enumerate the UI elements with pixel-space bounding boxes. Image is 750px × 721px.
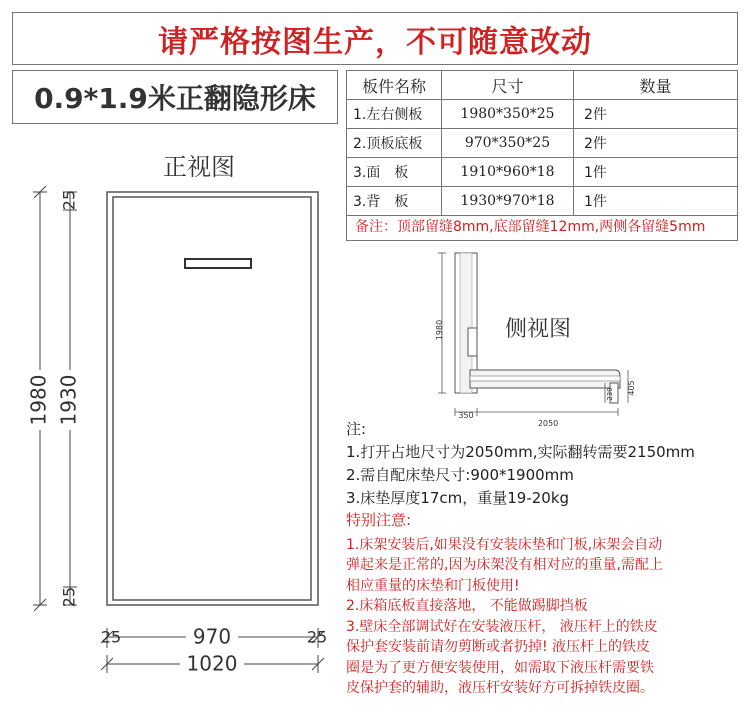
part-size: 1930*970*18 (442, 187, 574, 216)
front-view-drawing (0, 0, 345, 721)
part-name: 3.背 板 (347, 187, 442, 216)
side-dim-leg-b: 239 (606, 387, 614, 401)
side-dim-leg-a: 405 (627, 380, 636, 396)
special-line: 皮保护套的辅助，液压杆安装好方可拆掉铁皮圈。 (346, 680, 654, 696)
cabinet-outer-frame (107, 192, 318, 605)
part-size: 1980*350*25 (442, 100, 574, 129)
special-line: 圈是为了更方便安装使用，如需取下液压杆需要铁 (346, 659, 654, 676)
side-dim-depth: 350 (458, 411, 474, 420)
table-header-row (347, 71, 738, 100)
side-view-title: 侧视图 (505, 317, 572, 342)
table-row (347, 129, 738, 158)
table-row (347, 158, 738, 187)
table-note: 备注：顶部留缝8mm,底部留缝12mm,两侧各留缝5mm (346, 211, 738, 241)
table-row (347, 100, 738, 129)
special-line: 保护套安装前请勿剪断或者扔掉! 液压杆上的铁皮 (346, 639, 651, 655)
header-qty: 数量 (574, 71, 738, 100)
special-line: 3.壁床全部调试好在安装液压杆， 液压杆上的铁皮 (346, 618, 658, 635)
special-notes (346, 510, 738, 699)
notes-heading: 注: (346, 420, 367, 438)
part-qty: 1件 (574, 158, 738, 187)
warning-text: 请严格按图生产，不可随意改动 (158, 24, 592, 60)
part-qty: 2件 (574, 129, 738, 158)
special-line: 弹起来是正常的,因为床架没有相对应的重量,需配上 (346, 557, 663, 573)
cabinet-inner-panel (113, 197, 311, 600)
part-name: 3.面 板 (347, 158, 442, 187)
dim-bottom-gap: 25 (59, 586, 79, 608)
part-qty: 1件 (574, 187, 738, 216)
dim-height-inner: 1930 (56, 374, 81, 426)
model-title: 0.9*1.9米正翻隐形床 (34, 82, 316, 115)
special-heading: 特别注意: (346, 511, 412, 529)
part-size: 970*350*25 (442, 129, 574, 158)
dim-height-outer: 1980 (26, 374, 51, 426)
part-size: 1910*960*18 (442, 158, 574, 187)
handle-slot (185, 259, 251, 268)
header-name: 板件名称 (347, 71, 442, 100)
part-name: 2.顶板底板 (347, 129, 442, 158)
part-name: 1.左右侧板 (347, 100, 442, 129)
note-line: 1.打开占地尺寸为2050mm,实际翻转需要2150mm (346, 443, 695, 461)
part-qty: 2件 (574, 100, 738, 129)
side-dim-open-length: 2050 (537, 419, 559, 428)
special-line: 相应重量的床垫和门板使用! (346, 577, 520, 594)
note-line: 3.床垫厚度17cm，重量19-20kg (346, 489, 570, 507)
parts-table (346, 70, 738, 216)
dim-left-gap: 25 (100, 627, 122, 647)
dim-width-outer: 1020 (186, 651, 238, 676)
dim-top-gap: 25 (59, 189, 79, 211)
notes-section (346, 418, 738, 699)
header-size: 尺寸 (442, 71, 574, 100)
front-view-title: 正视图 (163, 153, 235, 181)
note-line: 2.需自配床垫尺寸:900*1900mm (346, 466, 574, 484)
dim-width-inner: 970 (192, 624, 232, 649)
dim-right-gap: 25 (306, 627, 328, 647)
special-line: 2.床箱底板直接落地， 不能做踢脚挡板 (346, 598, 588, 614)
special-line: 1.床架安装后,如果没有安装床垫和门板,床架会自动 (346, 536, 663, 553)
side-dim-height: 1980 (435, 319, 444, 341)
